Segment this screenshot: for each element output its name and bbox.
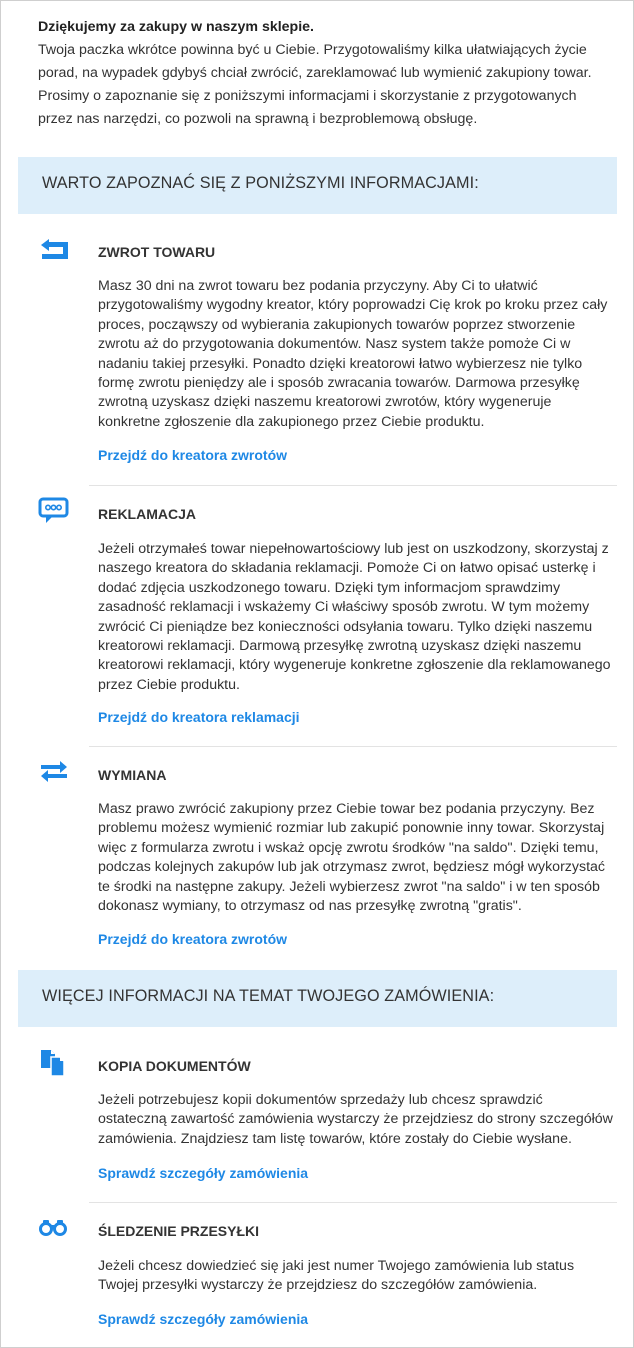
body-line: proces, począwszy od wybierania zakupionych towarów poprzez stworzenie — [98, 316, 576, 333]
body-line: problemu możesz wymienić rozmiar lub zakupić ponownie inny towar. Skorzystaj — [98, 820, 605, 837]
body-line: Jeżeli potrzebujesz kopii dokumentów sprzedaży lub chcesz sprawdzić — [98, 1092, 543, 1108]
section-body — [98, 1091, 618, 1149]
body-line: dodać zdjęcia uszkodzonego towaru. Dzięki tym informacjom sprawdzimy — [98, 579, 561, 596]
section-title: ZWROT TOWARU — [98, 244, 216, 260]
body-line: konkretne zgłoszenie dla zakupionego przez Ciebie produktu. — [98, 413, 485, 430]
body-line: kreatorowi reklamacji, który wygeneruje konkretne zgłoszenie dla reklamowanego — [98, 657, 611, 674]
exchange-arrows-icon — [38, 760, 70, 788]
body-line: zamówienia. Znajdziesz tam listę towarów, które zostały do Ciebie wysłane. — [98, 1130, 572, 1147]
section-title: WYMIANA — [98, 767, 167, 783]
intro-line: Prosimy o zapoznanie się z poniższymi informacjami i skorzystanie z przygotowanych — [38, 88, 577, 104]
body-line: przez Ciebie produktu. — [98, 676, 240, 693]
section-title: KOPIA DOKUMENTÓW — [98, 1058, 251, 1074]
body-line: więc z formularza zwrotu i wskaż opcję zwrotu środków "na saldo". Dzięki temu, — [98, 839, 599, 856]
order-details-link[interactable]: Sprawdź szczegóły zamówienia — [98, 1165, 309, 1181]
complaint-wizard-link[interactable]: Przejdź do kreatora reklamacji — [98, 709, 300, 725]
order-details-link[interactable]: Sprawdź szczegóły zamówienia — [98, 1311, 309, 1327]
section-body — [98, 277, 618, 432]
body-line: nadaniu takiej przesyłki. Ponadto dzięki kreatorowi łatwo wybierzesz nie tylko — [98, 355, 583, 372]
body-line: Masz prawo zwrócić zakupiony przez Ciebie towar bez podania przyczyny. Bez — [98, 801, 595, 817]
order-banner-title: WIĘCEJ INFORMACJI NA TEMAT TWOJEGO ZAMÓWIENIA: — [42, 987, 495, 1005]
return-arrow-icon — [38, 237, 70, 265]
body-line: dokonasz wymiany, to otrzymasz od nas przesyłkę zwrotną "gratis". — [98, 898, 522, 915]
info-banner — [18, 157, 617, 214]
section-body — [98, 540, 618, 695]
intro-line: przez nas narzędzi, co pozwoli na sprawną i bezproblemową obsługę. — [38, 111, 478, 127]
body-line: Masz 30 dni na zwrot towaru bez podania przyczyny. Aby Ci to ułatwić — [98, 278, 538, 294]
section-title: ŚLEDZENIE PRZESYŁKI — [98, 1223, 260, 1239]
section-body — [98, 1257, 618, 1296]
return-wizard-link[interactable]: Przejdź do kreatora zwrotów — [98, 447, 288, 463]
section-divider — [89, 485, 617, 486]
body-line: Twojej przesyłki wystarczy że przejdziesz do szczegółów zamówienia. — [98, 1277, 538, 1294]
greeting-heading: Dziękujemy za zakupy w naszym sklepie. — [38, 19, 314, 35]
body-line: kreatorowi reklamacji. Darmową przesyłkę zwrotną uzyskasz dzięki naszemu — [98, 638, 582, 655]
body-line: zwrócić Ci pieniądze bez konieczności odsyłania towaru. Tylko dzięki naszemu — [98, 618, 593, 635]
section-divider — [89, 746, 617, 747]
exchange-wizard-link[interactable]: Przejdź do kreatora zwrotów — [98, 931, 288, 947]
body-line: Jeżeli otrzymałeś towar niepełnowartościowy lub jest on uszkodzony, skorzystaj z — [98, 541, 609, 557]
body-line: ostateczną zawartość zamówienia wystarczy że przejdziesz do strony szczegółów — [98, 1111, 613, 1128]
section-title: REKLAMACJA — [98, 506, 196, 522]
order-banner — [18, 970, 617, 1027]
body-line: zwrotną uzyskasz dzięki naszemu kreatorowi zwrotów, który wygeneruje — [98, 394, 552, 411]
chat-bubble-icon — [38, 497, 70, 525]
section-divider — [89, 1202, 617, 1203]
intro-text — [38, 16, 608, 131]
body-line: naszego kreatora do składania reklamacji. Pomoże Ci on łatwo opisać usterkę i — [98, 560, 596, 577]
documents-icon — [38, 1049, 70, 1077]
body-line: te środki na następne zakupy. Jeżeli wybierzesz zwrot "na saldo" i w ten sposób — [98, 878, 600, 895]
body-line: podczas kolejnych zakupów lub jak otrzymasz zwrot, będziesz mógł wykorzystać — [98, 859, 606, 876]
intro-line: Twoja paczka wkrótce powinna być u Ciebie. Przygotowaliśmy kilka ułatwiających życie — [38, 42, 587, 58]
body-line: przygotowaliśmy wygodny kreator, który poprowadzi Cię krok po kroku przez cały — [98, 297, 608, 314]
body-line: formę zwrotu pieniędzy ale i sposób zwracania towarów. Darmowa przesyłkę — [98, 375, 580, 392]
info-banner-title: WARTO ZAPOZNAĆ SIĘ Z PONIŻSZYMI INFORMACJAMI: — [42, 174, 479, 192]
body-line: zwrotu aż do przygotowania dokumentów. Nasz system także pomoże Ci w — [98, 336, 571, 353]
intro-line: porad, na wypadek gdybyś chciał zwrócić, zareklamować lub wymienić zakupiony towar. — [38, 65, 592, 81]
section-body — [98, 800, 618, 916]
binoculars-icon — [38, 1218, 70, 1246]
body-line: Jeżeli chcesz dowiedzieć się jaki jest numer Twojego zamówienia lub status — [98, 1258, 575, 1274]
body-line: zasadność reklamacji i wskażemy Ci właściwy sposób zwrotu. W tym możemy — [98, 599, 590, 616]
